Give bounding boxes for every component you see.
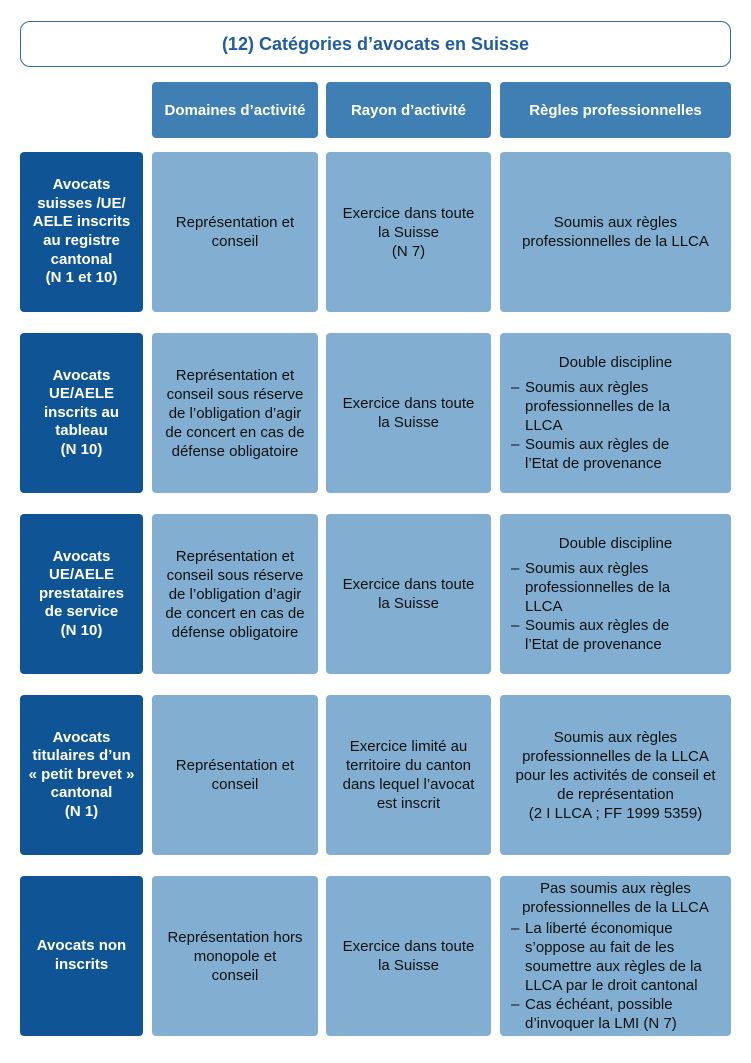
rayon-text: Exercice dans toute la Suisse bbox=[342, 938, 475, 974]
column-header-regles: Règles professionnelles bbox=[500, 82, 731, 138]
category-label: Avocats UE/AELE inscrits au tableau (N 10) bbox=[43, 366, 120, 458]
regles-list-item: – Soumis aux règles de l’Etat de provenance bbox=[510, 616, 721, 654]
column-header-rayon: Rayon d’activité bbox=[326, 82, 491, 138]
domaines-cell bbox=[152, 152, 318, 312]
rayon-text: Exercice limité au territoire du canton dans lequel l’avocat est inscrit bbox=[342, 738, 475, 812]
regles-list-item: – La liberté économique s’oppose au fait de les soumettre aux règles de la LLCA par le droit cantonal bbox=[510, 919, 721, 995]
category-cell bbox=[20, 695, 143, 855]
domaines-cell bbox=[152, 695, 318, 855]
regles-title: Pas soumis aux règles professionnelles de la LLCA bbox=[522, 880, 709, 916]
regles-title: Double discipline bbox=[558, 354, 673, 371]
regles-title: Soumis aux règles professionnelles de la LLCA pour les activités de conseil et de représentation (2 I LLCA ; FF 1999 5359) bbox=[515, 728, 716, 822]
regles-cell bbox=[500, 514, 731, 674]
page-title: (12) Catégories d’avocats en Suisse bbox=[20, 21, 731, 67]
rayon-text: Exercice dans toute la Suisse (N 7) bbox=[342, 204, 475, 260]
regles-cell bbox=[500, 152, 731, 312]
regles-list-item: – Soumis aux règles professionnelles de la LLCA bbox=[510, 378, 721, 435]
regles-cell bbox=[500, 876, 731, 1036]
category-label: Avocats non inscrits bbox=[36, 937, 127, 973]
category-label: Avocats titulaires d’un « petit brevet » cantonal (N 1) bbox=[28, 728, 135, 820]
rayon-cell bbox=[326, 695, 491, 855]
regles-list-item: – Soumis aux règles professionnelles de la LLCA bbox=[510, 559, 721, 616]
domaines-text: Représentation hors monopole et conseil bbox=[167, 928, 303, 984]
rayon-cell bbox=[326, 876, 491, 1036]
column-header-domaines: Domaines d’activité bbox=[152, 82, 318, 138]
domaines-text: Représentation et conseil sous réserve de l’obligation d’agir de concert en cas de défense obligatoire bbox=[165, 547, 305, 641]
domaines-text: Représentation et conseil sous réserve de l’obligation d’agir de concert en cas de défense obligatoire bbox=[165, 366, 305, 460]
domaines-cell bbox=[152, 333, 318, 493]
regles-list bbox=[510, 559, 721, 654]
domaines-text: Représentation et conseil bbox=[175, 214, 295, 250]
rayon-cell bbox=[326, 152, 491, 312]
regles-cell bbox=[500, 695, 731, 855]
regles-list-item: – Soumis aux règles de l’Etat de provenance bbox=[510, 435, 721, 473]
category-cell bbox=[20, 876, 143, 1036]
category-cell bbox=[20, 333, 143, 493]
regles-title: Soumis aux règles professionnelles de la LLCA bbox=[522, 214, 709, 250]
category-label: Avocats UE/AELE prestataires de service (N 10) bbox=[38, 547, 125, 639]
category-cell bbox=[20, 152, 143, 312]
regles-title: Double discipline bbox=[558, 535, 673, 552]
regles-list bbox=[510, 919, 721, 1033]
rayon-text: Exercice dans toute la Suisse bbox=[342, 395, 475, 431]
category-label: Avocats suisses /UE/ AELE inscrits au registre cantonal (N 1 et 10) bbox=[32, 176, 131, 287]
regles-cell bbox=[500, 333, 731, 493]
domaines-cell bbox=[152, 514, 318, 674]
domaines-text: Représentation et conseil bbox=[175, 757, 295, 793]
regles-list bbox=[510, 378, 721, 473]
regles-list-item: – Cas échéant, possible d’invoquer la LMI (N 7) bbox=[510, 995, 721, 1033]
category-cell bbox=[20, 514, 143, 674]
rayon-cell bbox=[326, 333, 491, 493]
domaines-cell bbox=[152, 876, 318, 1036]
rayon-cell bbox=[326, 514, 491, 674]
rayon-text: Exercice dans toute la Suisse bbox=[342, 576, 475, 612]
